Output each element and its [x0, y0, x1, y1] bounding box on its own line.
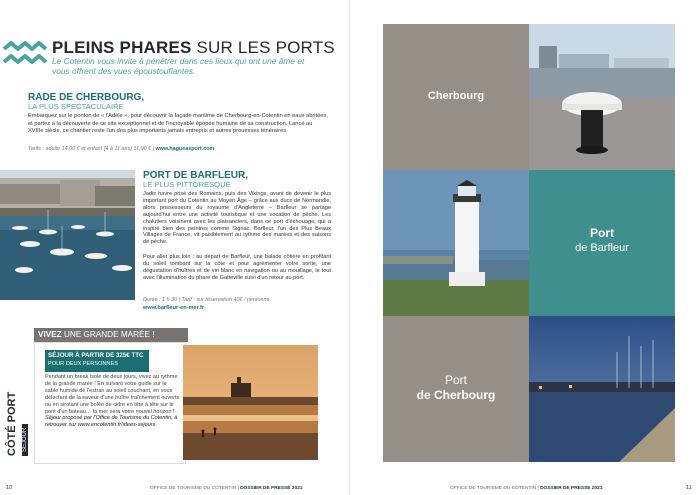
right-footer — [450, 486, 602, 491]
right-page — [350, 0, 700, 495]
tide-sunset-photo — [183, 345, 318, 460]
side-tag: SÉJOUR — [22, 424, 28, 456]
lighthouse-photo — [383, 170, 529, 316]
left-footer-light: OFFICE DE TOURISME DU COTENTIN | — [150, 486, 239, 491]
waves-logo-icon — [2, 40, 48, 74]
bollard-photo — [529, 24, 675, 170]
tile-port-barfleur-line2: de Barfleur — [575, 242, 629, 254]
barfleur-subheading: LE PLUS PITTORESQUE — [143, 180, 231, 189]
page-subtitle: Le Cotentin vous invite à pénétrer dans ces lieux qui ont une âme et vous offrent des vues époustouflantes. — [52, 56, 305, 76]
tile-cherbourg-label: Cherbourg — [427, 90, 485, 102]
right-footer-bold: DOSSIER DE PRESSE 2021 — [540, 486, 603, 491]
barfleur-heading: PORT DE BARFLEUR, — [143, 170, 248, 181]
barfleur-paragraph-2: Pour aller plus loin : au départ de Barfleur, une balade côtière en profitant du soleil tombant sur la côte et pour agrémenter votre sortie, une dégustation d'huîtres et de vin blanc en navigation ou au mouillage, le tout avec l'illumination du phare de Gatteville suivi d'un retour au port. — [143, 254, 331, 281]
tile-port-cherbourg-line1: Port — [444, 373, 467, 387]
right-page-number: 11 — [686, 485, 692, 491]
left-footer-bold: DOSSIER DE PRESSE 2021 — [240, 486, 303, 491]
barfleur-paragraph-1: Jadis havre prisé des Romains, puis des Vikings, avant de devenir le plus important port du Cotentin au Moyen Âge – grâce aux ducs de Normandie, alors possesseurs du royaume d'Angleterre – Barfleur se partage aujourd'hui entre une activité touristique et une vocation de pêche. Les chalutiers voisinent avec les plaisanciers, dans ce port d'échouage, qui a inspiré bien des peintres comme Signac. Barfleur, l'un des Plus Beaux Villages de France, vit paisiblement au rythme des marées et des saisons de pêche. — [143, 191, 331, 246]
right-footer-light: OFFICE DE TOURISME DU COTENTIN | — [450, 486, 539, 491]
rade-tarifs — [28, 146, 214, 152]
maree-heading-light: UNE GRANDE MARÉE ! — [63, 330, 155, 339]
sejour-price-badge — [45, 350, 149, 372]
left-page-number: 10 — [6, 485, 13, 491]
tile-port-barfleur — [529, 170, 675, 316]
maree-paragraph — [45, 374, 181, 429]
barfleur-duree: Durée : 1 h 30 | Tarif : sur réservation 40€ / personne — [143, 297, 270, 303]
tile-port-cherbourg — [383, 316, 529, 462]
barfleur-url-link[interactable]: www.barfleur-en-mer.fr — [143, 305, 205, 311]
tile-port-cherbourg-line2: de Cherbourg — [416, 388, 496, 402]
maree-proposed: Séjour proposé par l'Office de Tourisme du Cotentin, à retrouver sur www.encotentin.fr/idees-sejours — [45, 415, 178, 429]
rade-paragraph: Embarquez sur le ponton de « l'Adèle », pour découvrir la façade maritime de Cherbourg-en-Cotentin en eaux abritées, et partez à la découverte de ce site exceptionnel et de l'incroyable épopée humaine de sa construction. Lancé au XVIIIe siècle, ce chantier reste l'un des plus importants jamais entrepris et autres prouesses ténéraires. — [28, 113, 328, 135]
tile-cherbourg — [383, 24, 529, 170]
title-bold: PLEINS PHARES — [52, 38, 192, 57]
rade-heading: RADE DE CHERBOURG, — [28, 92, 145, 103]
maree-heading — [34, 328, 188, 342]
maree-text: Pendant un break isolé de deux jours, vivez au rythme de la grande marée ! En suivant votre guide sur le sable humide de l'estran au soleil couchant, en vous délectant de la saveur d'une huître fraîchement ouverte ou en sirotant une bolée de cidre en tête à tête sur le pont d'un bateau… la mer sera votre nouvel horizon ! — [45, 374, 180, 415]
left-footer — [150, 486, 302, 491]
page-title — [52, 38, 335, 58]
side-label: CÔTÉ PORT — [6, 391, 18, 456]
sejour-price: SÉJOUR À PARTIR DE 325€ TTC — [48, 352, 144, 359]
sejour-persons: POUR DEUX PERSONNES — [48, 361, 118, 367]
rade-subheading: LA PLUS SPECTACULAIRE — [28, 102, 124, 111]
maree-heading-bold: VIVEZ — [38, 330, 62, 339]
tile-port-barfleur-line1: Port — [590, 226, 614, 240]
rade-tarifs-text: Tarifs : adulte 14,60 € et enfant (4 à 11 ans) 11,90 € | — [28, 146, 154, 152]
title-light: SUR LES PORTS — [196, 38, 335, 57]
barfleur-harbour-photo — [0, 170, 135, 300]
rade-url-link[interactable]: www.hagueasport.com — [155, 146, 215, 152]
marina-dusk-photo — [529, 316, 675, 462]
